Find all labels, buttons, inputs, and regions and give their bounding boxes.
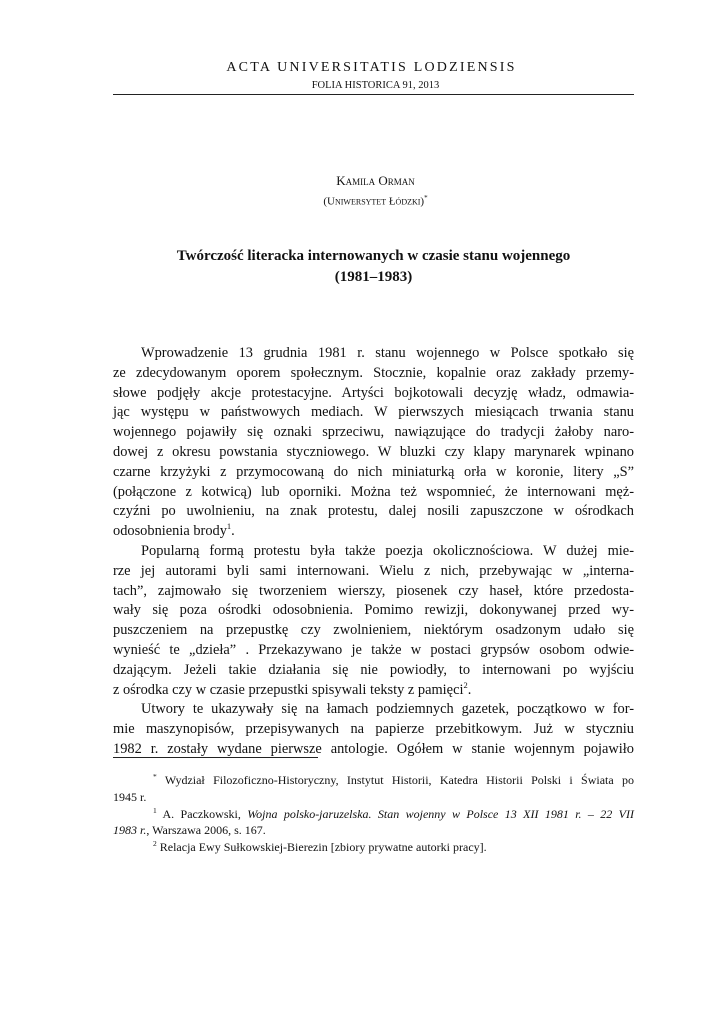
author-name: Kamila Orman bbox=[336, 173, 415, 188]
body-line: wojennego pojawiły się oznaki sprzeciwu, nawiązujące do tradycji żałoby naro- bbox=[113, 424, 634, 441]
body-line: (połączone z kotwicą) lub oporniki. Można też wspomnieć, że internowani męż- bbox=[113, 483, 634, 500]
body-line: odosobnienia brody$^1$. bbox=[113, 521, 235, 540]
footnote-1 bbox=[113, 806, 634, 823]
footnote-italic-title: Wojna polsko-jaruzelska. Stan wojenny w Polsce 13 XII 1981 r. – 22 VII bbox=[247, 806, 635, 821]
body-line: wały się poza ośrodki odosobnienia. Pomimo rewizji, dokonywanej przed wy- bbox=[113, 602, 634, 619]
article-body bbox=[113, 344, 634, 760]
footnote-1-cont bbox=[113, 822, 634, 839]
footnote-rule bbox=[113, 757, 318, 758]
footnote-mark: 2 bbox=[153, 839, 157, 849]
body-line: 1982 r. zostały wydane pierwsze antologie. Ogółem w stanie wojennym pojawiło bbox=[113, 740, 634, 757]
footnote-mark: * bbox=[153, 772, 157, 781]
body-line: Wprowadzenie 13 grudnia 1981 r. stanu wojennego w Polsce spotkało się bbox=[141, 345, 634, 361]
body-line: czarne krzyżyki z przymocowaną do nich miniaturką orła w koronie, litery „S” bbox=[113, 463, 634, 480]
body-line: słowe podjęły akcje protestacyjne. Artyści bojkotowali decyzję władz, odmawia- bbox=[113, 384, 634, 401]
body-line: Popularną formą protestu była także poezja okolicznościowa. W dużej mie- bbox=[141, 542, 634, 559]
footnote-star bbox=[113, 772, 634, 789]
footnote-text: Wydział Filozoficzno-Historyczny, Instytut Historii, Katedra Historii Polski i Świata po bbox=[164, 773, 634, 787]
footnote-text: , Warszawa 2006, s. 167. bbox=[146, 823, 266, 838]
journal-series: FOLIA HISTORICA 91, 2013 bbox=[311, 80, 440, 91]
body-line: z ośrodka czy w czasie przepustki spisywali teksty z pamięci$^2$. bbox=[113, 679, 472, 698]
article-title bbox=[113, 246, 634, 288]
journal-name: ACTA UNIVERSITATIS LODZIENSIS bbox=[226, 60, 517, 75]
body-line: dzającym. Jeżeli takie działania się nie powiodły, to internowani po wyjściu bbox=[113, 661, 634, 678]
affiliation-text: (Uniwersytet Łódzki) bbox=[323, 195, 425, 208]
body-line: czyźni po uwolnieniu, na znak protestu, dalej nosili zapuszczone w ośrodkach bbox=[113, 503, 634, 520]
footnote-ref-1: 1 bbox=[226, 521, 232, 532]
affiliation-footnote-mark: * bbox=[424, 194, 428, 202]
title-line-1: Twórczość literacka internowanych w czasie stanu wojennego bbox=[176, 248, 571, 264]
footnote-mark: 1 bbox=[153, 805, 157, 815]
body-line-text: odosobnienia brody bbox=[113, 523, 227, 540]
author-affiliation bbox=[0, 194, 725, 208]
body-line: jąc występu w państwowych mediach. W pierwszych miesiącach trwania stanu bbox=[113, 404, 634, 421]
footnote-text: Relacja Ewy Sułkowskiej-Bierezin [zbiory prywatne autorki pracy]. bbox=[159, 840, 487, 855]
body-line-text: z ośrodka czy w czasie przepustki spisywali teksty z pamięci bbox=[113, 681, 464, 698]
footnote-2 bbox=[113, 839, 634, 856]
body-line: Utwory te ukazywały się na łamach podziemnych gazetek, początkowo w for- bbox=[141, 701, 634, 718]
header-rule bbox=[113, 94, 634, 95]
footnote-ref-2: 2 bbox=[463, 679, 468, 690]
footnotes bbox=[113, 772, 634, 856]
body-line: rze jej autorami byli sami internowani. Wielu z nich, przebywając w „interna- bbox=[113, 562, 634, 579]
title-line-2: (1981–1983) bbox=[334, 269, 413, 285]
footnote-italic-title: 1983 r. bbox=[113, 823, 147, 838]
footnote-text: A. Paczkowski, bbox=[162, 806, 241, 821]
footnote-star-cont: 1945 r. bbox=[113, 789, 147, 804]
body-line: puszczeniem na przepustkę czy zwolnieniem, niektórym osadzonym udało się bbox=[113, 622, 634, 639]
body-line: ze zdecydowanym oporem społecznym. Stocznie, kopalnie oraz zakłady przemy- bbox=[113, 364, 634, 381]
body-line: dowej z okresu powstania styczniowego. W bluzki czy klapy marynarek wpinano bbox=[113, 443, 634, 460]
body-line: tach”, zajmowało się tworzeniem wierszy, piosenek czy haseł, które przedosta- bbox=[113, 582, 634, 599]
body-line: mie maszynopisów, przepisywanych na papierze przebitkowym. Już w styczniu bbox=[113, 721, 634, 738]
body-line: wynieść te „dzieła” . Przekazywano je także w postaci grypsów osobom odwie- bbox=[113, 641, 634, 658]
